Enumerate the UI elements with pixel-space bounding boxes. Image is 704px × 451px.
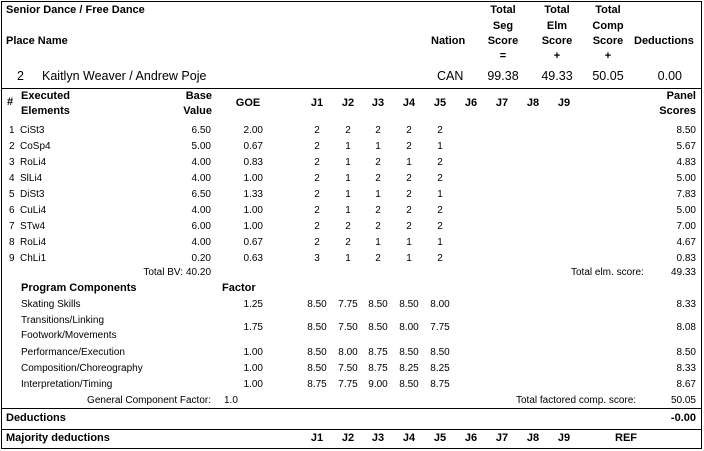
element-code: CuLi4 <box>20 205 47 216</box>
judge-header-label: J9 <box>557 97 571 109</box>
judge-score: 1 <box>345 141 351 152</box>
judge-score: 8.50 <box>430 347 450 358</box>
component-name: Transitions/Linking <box>21 315 105 326</box>
judge-score: 2 <box>314 125 320 136</box>
majority-judge-label: J6 <box>464 432 478 444</box>
element-number: 2 <box>9 141 15 152</box>
component-panel-score: 8.08 <box>676 322 696 333</box>
judge-header-label: J7 <box>495 97 509 109</box>
component-name: Footwork/Movements <box>21 330 117 341</box>
judge-score: 2 <box>314 221 320 232</box>
judge-score: 2 <box>314 237 320 248</box>
judge-score: 2 <box>406 141 412 152</box>
element-goe: 0.67 <box>243 237 263 248</box>
judge-score: 8.50 <box>307 299 327 310</box>
majority-judge-label: J5 <box>433 432 447 444</box>
judge-header-label: J5 <box>433 97 447 109</box>
judge-score: 1 <box>437 141 443 152</box>
judge-score: 8.50 <box>368 299 388 310</box>
skater-seg-score: 99.38 <box>487 69 519 83</box>
judge-score: 2 <box>375 157 381 168</box>
judge-score: 2 <box>437 157 443 168</box>
skater-deductions: 0.00 <box>657 69 682 83</box>
judge-score: 8.75 <box>368 363 388 374</box>
element-base-value: 6.50 <box>191 125 211 136</box>
element-base-value: 4.00 <box>191 205 211 216</box>
skater-place: 2 <box>17 69 24 83</box>
component-factor: 1.00 <box>243 347 263 358</box>
judge-score: 2 <box>375 173 381 184</box>
judge-header-label: J4 <box>402 97 416 109</box>
element-goe: 1.33 <box>243 189 263 200</box>
total-elm-score-label: Total elm. score: <box>571 267 644 278</box>
total-comp-score-value: 50.05 <box>670 395 696 406</box>
element-goe: 1.00 <box>243 205 263 216</box>
judge-score: 1 <box>375 141 381 152</box>
judge-score: 7.75 <box>430 322 450 333</box>
element-number: 7 <box>9 221 15 232</box>
element-goe: 0.83 <box>243 157 263 168</box>
total-elm-score-value: 49.33 <box>670 267 696 278</box>
element-code: DiSt3 <box>20 189 45 200</box>
judge-score: 2 <box>437 253 443 264</box>
judge-score: 8.75 <box>307 379 327 390</box>
judge-header-label: J6 <box>464 97 478 109</box>
judge-score: 8.50 <box>307 322 327 333</box>
component-factor: 1.25 <box>243 299 263 310</box>
judge-score: 2 <box>437 173 443 184</box>
judge-score: 8.00 <box>430 299 450 310</box>
element-number: 9 <box>9 253 15 264</box>
judge-score: 8.50 <box>399 347 419 358</box>
element-code: STw4 <box>20 221 46 232</box>
judge-score: 1 <box>345 253 351 264</box>
majority-deductions-label: Majority deductions <box>6 432 110 444</box>
element-base-value: 4.00 <box>191 157 211 168</box>
judge-score: 2 <box>314 205 320 216</box>
judge-score: 2 <box>314 189 320 200</box>
judge-score: 2 <box>314 141 320 152</box>
total-bv-label: Total BV: <box>143 267 183 278</box>
judge-header-label: J1 <box>310 97 324 109</box>
judge-score: 2 <box>406 125 412 136</box>
judge-score: 2 <box>314 173 320 184</box>
component-panel-score: 8.33 <box>676 363 696 374</box>
judge-score: 8.50 <box>399 379 419 390</box>
judge-score: 1 <box>406 253 412 264</box>
skater-elm-score: 49.33 <box>541 69 573 83</box>
deductions-header: Deductions <box>634 35 694 47</box>
element-panel-score: 8.50 <box>676 125 696 136</box>
judge-score: 2 <box>406 205 412 216</box>
element-number: 6 <box>9 205 15 216</box>
majority-judge-label: J8 <box>526 432 540 444</box>
component-name: Interpretation/Timing <box>21 379 113 390</box>
judge-score: 8.75 <box>368 347 388 358</box>
component-panel-score: 8.33 <box>676 299 696 310</box>
component-name: Skating Skills <box>21 299 81 310</box>
element-goe: 1.00 <box>243 221 263 232</box>
judge-score: 8.50 <box>399 299 419 310</box>
judge-score: 1 <box>375 189 381 200</box>
judge-score: 8.50 <box>368 322 388 333</box>
element-code: SlLi4 <box>20 173 43 184</box>
judge-score: 7.50 <box>338 322 358 333</box>
component-factor: 1.00 <box>243 379 263 390</box>
ref-label: REF <box>615 432 637 444</box>
element-goe: 0.63 <box>243 253 263 264</box>
majority-judge-label: J7 <box>495 432 509 444</box>
judge-score: 9.00 <box>368 379 388 390</box>
judge-score: 2 <box>437 205 443 216</box>
judge-score: 2 <box>375 205 381 216</box>
divider <box>1 408 702 409</box>
nation-header: Nation <box>431 35 466 47</box>
gcf-value: 1.0 <box>224 395 238 406</box>
judge-score: 1 <box>406 157 412 168</box>
judge-score: 8.50 <box>307 363 327 374</box>
judge-score: 8.00 <box>399 322 419 333</box>
element-code: ChLi1 <box>20 253 47 264</box>
component-name: Composition/Choreography <box>21 363 143 374</box>
element-panel-score: 4.67 <box>676 237 696 248</box>
divider <box>1 429 702 430</box>
judge-score: 1 <box>375 237 381 248</box>
judge-header-label: J8 <box>526 97 540 109</box>
element-code: RoLi4 <box>20 237 47 248</box>
judge-score: 1 <box>345 189 351 200</box>
judge-score: 1 <box>437 189 443 200</box>
element-base-value: 6.00 <box>191 221 211 232</box>
program-components-title: Program Components <box>21 282 137 294</box>
judge-score: 8.00 <box>338 347 358 358</box>
element-number: 1 <box>9 125 15 136</box>
judge-score: 1 <box>406 237 412 248</box>
judge-header-label: J3 <box>371 97 385 109</box>
judge-score: 8.25 <box>399 363 419 374</box>
majority-judge-label: J9 <box>557 432 571 444</box>
element-panel-score: 7.83 <box>676 189 696 200</box>
skater-comp-score: 50.05 <box>592 69 624 83</box>
judge-score: 1 <box>437 237 443 248</box>
element-panel-score: 5.00 <box>676 173 696 184</box>
element-code: CoSp4 <box>20 141 51 152</box>
factor-header: Factor <box>222 282 256 294</box>
judge-score: 7.75 <box>338 299 358 310</box>
judge-score: 1 <box>345 173 351 184</box>
judge-score: 2 <box>406 221 412 232</box>
divider <box>1 88 702 89</box>
majority-judge-label: J2 <box>341 432 355 444</box>
majority-judge-label: J3 <box>371 432 385 444</box>
deductions-value: -0.00 <box>670 412 696 424</box>
element-goe: 0.67 <box>243 141 263 152</box>
element-goe: 2.00 <box>243 125 263 136</box>
element-base-value: 6.50 <box>191 189 211 200</box>
component-factor: 1.00 <box>243 363 263 374</box>
element-panel-score: 5.00 <box>676 205 696 216</box>
skater-nation: CAN <box>437 69 464 83</box>
element-base-value: 0.20 <box>191 253 211 264</box>
segment-title: Senior Dance / Free Dance <box>6 4 145 16</box>
element-code: CiSt3 <box>20 125 45 136</box>
component-name: Performance/Execution <box>21 347 125 358</box>
element-code: RoLi4 <box>20 157 47 168</box>
element-panel-score: 5.67 <box>676 141 696 152</box>
element-panel-score: 0.83 <box>676 253 696 264</box>
judge-score: 2 <box>345 221 351 232</box>
judge-score: 2 <box>345 125 351 136</box>
gcf-label: General Component Factor: <box>87 395 211 406</box>
judge-score: 2 <box>345 237 351 248</box>
deductions-label: Deductions <box>6 412 66 424</box>
judge-score: 2 <box>375 221 381 232</box>
element-panel-score: 7.00 <box>676 221 696 232</box>
judge-score: 1 <box>345 157 351 168</box>
judge-header-label: J2 <box>341 97 355 109</box>
judge-score: 8.75 <box>430 379 450 390</box>
judge-score: 2 <box>406 189 412 200</box>
total-comp-score-label: Total factored comp. score: <box>516 395 637 406</box>
judge-score: 2 <box>375 125 381 136</box>
judge-score: 2 <box>437 125 443 136</box>
judge-score: 2 <box>437 221 443 232</box>
element-base-value: 4.00 <box>191 237 211 248</box>
element-base-value: 4.00 <box>191 173 211 184</box>
component-panel-score: 8.50 <box>676 347 696 358</box>
majority-judge-label: J4 <box>402 432 416 444</box>
component-factor: 1.75 <box>243 322 263 333</box>
judge-score: 7.75 <box>338 379 358 390</box>
component-panel-score: 8.67 <box>676 379 696 390</box>
element-panel-score: 4.83 <box>676 157 696 168</box>
total-bv-value: 40.20 <box>186 267 212 278</box>
judge-score: 2 <box>375 253 381 264</box>
judge-score: 3 <box>314 253 320 264</box>
judge-score: 7.50 <box>338 363 358 374</box>
judge-score: 1 <box>345 205 351 216</box>
element-number: 8 <box>9 237 15 248</box>
element-number: 3 <box>9 157 15 168</box>
judge-score: 2 <box>314 157 320 168</box>
majority-judge-label: J1 <box>310 432 324 444</box>
place-name-header: Place Name <box>6 35 68 47</box>
element-goe: 1.00 <box>243 173 263 184</box>
skater-name: Kaitlyn Weaver / Andrew Poje <box>42 69 207 83</box>
judge-score: 8.25 <box>430 363 450 374</box>
element-number: 4 <box>9 173 15 184</box>
element-number: 5 <box>9 189 15 200</box>
judge-score: 8.50 <box>307 347 327 358</box>
element-base-value: 5.00 <box>191 141 211 152</box>
judge-score: 2 <box>406 173 412 184</box>
